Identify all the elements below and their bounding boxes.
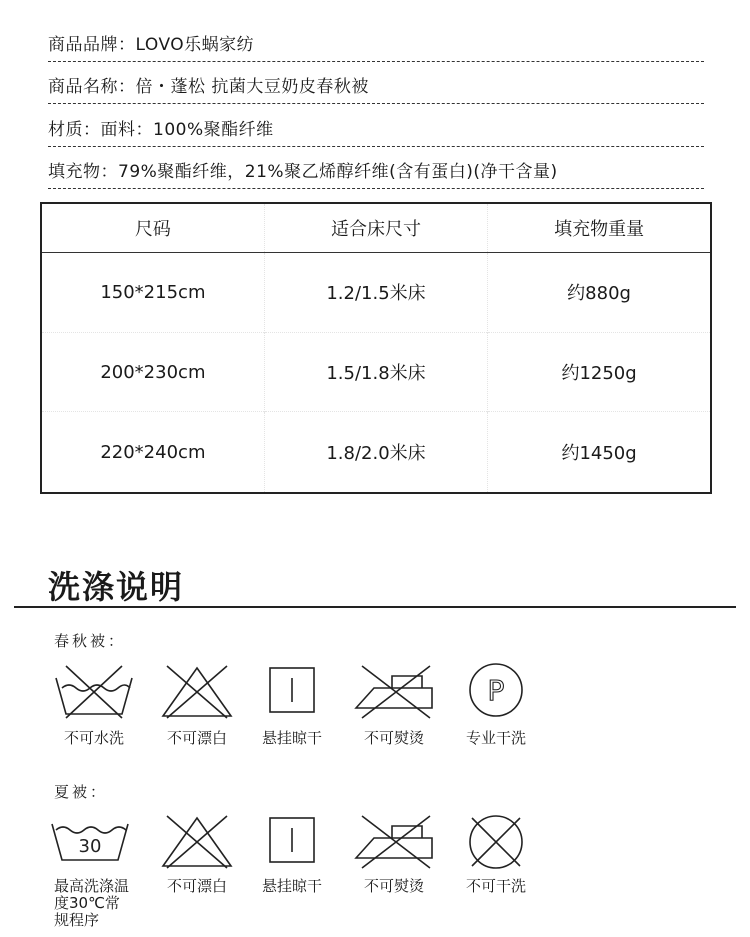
no-wash-icon xyxy=(52,662,136,722)
cell-bed-size: 1.8/2.0米床 xyxy=(264,412,487,493)
no-bleach-icon xyxy=(155,662,239,722)
cell-size: 150*215cm xyxy=(100,281,206,303)
filling-line: 填充物：79%聚酯纤维，21%聚乙烯醇纤维(含有蛋白)(净干含量) xyxy=(48,157,704,189)
caption-no-wash: 不可水洗 xyxy=(63,729,124,747)
size-table xyxy=(40,202,712,494)
wash-30-icon xyxy=(48,812,132,872)
caption-no-iron: 不可熨烫 xyxy=(363,877,424,895)
caption-wash-30: 最高洗涤温度30℃常规程序 xyxy=(54,877,130,929)
hang-dry-icon xyxy=(250,812,334,872)
hang-dry-icon xyxy=(250,662,334,722)
cell-fill-weight: 约1250g xyxy=(488,332,711,412)
caption-hang-dry: 悬挂晾干 xyxy=(261,729,322,747)
caption-hang-dry: 悬挂晾干 xyxy=(261,877,322,895)
cell-size: 220*240cm xyxy=(41,412,264,493)
no-iron-icon xyxy=(352,662,436,722)
table-row xyxy=(41,253,711,333)
professional-clean-icon xyxy=(454,662,538,722)
no-bleach-icon xyxy=(155,812,239,872)
header-fill-weight: 填充物重量 xyxy=(488,203,711,253)
caption-no-dry-clean: 不可干洗 xyxy=(465,877,526,895)
table-row xyxy=(41,332,711,412)
material-line: 材质：面料：100%聚酯纤维 xyxy=(48,115,704,147)
group-label-spring-autumn: 春秋被： xyxy=(54,632,127,650)
cell-fill-weight: 约880g xyxy=(488,253,711,333)
no-iron-icon xyxy=(352,812,436,872)
brand-line: 商品品牌：LOVO乐蜗家纺 xyxy=(48,30,704,62)
professional-clean-letter: P xyxy=(487,674,505,707)
cell-fill-weight: 约1450g xyxy=(488,412,711,493)
washing-title: 洗涤说明 xyxy=(48,568,185,606)
caption-no-bleach: 不可漂白 xyxy=(166,729,227,747)
caption-no-iron: 不可熨烫 xyxy=(363,729,424,747)
no-dry-clean-icon xyxy=(454,812,538,872)
cell-bed-size: 1.5/1.8米床 xyxy=(264,332,487,412)
table-row xyxy=(41,412,711,493)
cell-size: 200*230cm xyxy=(41,332,264,412)
header-size: 尺码 xyxy=(41,203,264,253)
group-label-summer: 夏被： xyxy=(54,783,109,801)
caption-no-bleach: 不可漂白 xyxy=(166,877,227,895)
wash-temperature-label: 30 xyxy=(78,836,102,857)
product-name-line: 商品名称：倍・蓬松 抗菌大豆奶皮春秋被 xyxy=(48,72,704,104)
header-bed-size: 适合床尺寸 xyxy=(264,203,487,253)
caption-professional-clean: 专业干洗 xyxy=(465,729,526,747)
cell-bed-size: 1.2/1.5米床 xyxy=(264,253,487,333)
table-header-row xyxy=(41,203,711,253)
section-divider xyxy=(14,606,736,608)
